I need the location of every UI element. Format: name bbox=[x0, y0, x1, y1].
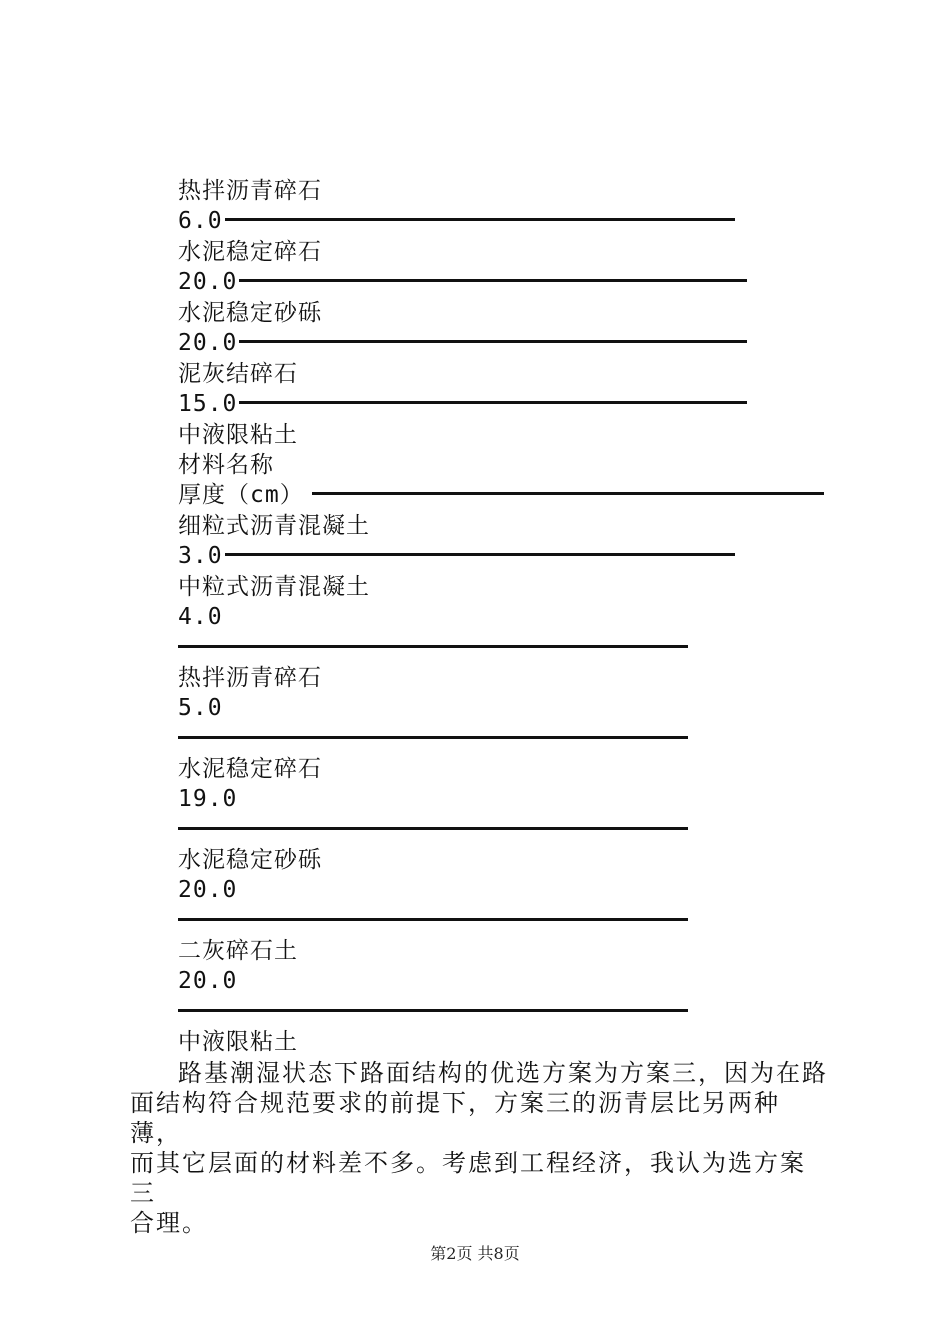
conclusion-paragraph bbox=[130, 1058, 830, 1238]
layer-thickness-row-a2 bbox=[178, 328, 747, 358]
layer-material-b0: 细粒式沥青混凝土 bbox=[178, 513, 370, 539]
conclusion-line-2: 面结构符合规范要求的前提下，方案三的沥青层比另两种薄， bbox=[130, 1089, 780, 1147]
subgrade-a: 中液限粘土 bbox=[178, 422, 298, 448]
layer-material-b4: 水泥稳定砂砾 bbox=[178, 847, 322, 873]
layer-thickness-a3: 15.0 bbox=[178, 391, 238, 417]
layer-thickness-a2: 20.0 bbox=[178, 330, 238, 356]
layer-material-b5: 二灰碎石土 bbox=[178, 938, 298, 964]
page-footer: 第2页 共8页 bbox=[430, 1244, 520, 1263]
conclusion-line-3: 而其它层面的材料差不多。考虑到工程经济，我认为选方案三 bbox=[130, 1149, 806, 1207]
layer-thickness-row-a1 bbox=[178, 267, 747, 297]
layer-material-a1: 水泥稳定碎石 bbox=[178, 239, 322, 265]
layer-divider bbox=[225, 218, 735, 221]
layer-divider bbox=[178, 827, 688, 830]
layer-thickness-b1: 4.0 bbox=[178, 604, 223, 630]
layer-material-b2: 热拌沥青碎石 bbox=[178, 665, 322, 691]
layer-thickness-b5: 20.0 bbox=[178, 968, 238, 994]
layer-divider bbox=[239, 401, 747, 404]
layer-divider bbox=[239, 279, 747, 282]
conclusion-line-1: 路基潮湿状态下路面结构的优选方案为方案三，因为在路 bbox=[178, 1059, 828, 1087]
layer-thickness-b4: 20.0 bbox=[178, 877, 238, 903]
layer-thickness-a0: 6.0 bbox=[178, 208, 223, 234]
layer-thickness-b2: 5.0 bbox=[178, 695, 223, 721]
layer-thickness-b3: 19.0 bbox=[178, 786, 238, 812]
layer-divider bbox=[178, 736, 688, 739]
layer-thickness-row-b0 bbox=[178, 541, 735, 571]
layer-material-a0: 热拌沥青碎石 bbox=[178, 178, 322, 204]
layer-thickness-row-a3 bbox=[178, 389, 747, 419]
layer-material-b3: 水泥稳定碎石 bbox=[178, 756, 322, 782]
layer-divider bbox=[178, 918, 688, 921]
layer-thickness-row-a0 bbox=[178, 206, 735, 236]
layer-divider bbox=[239, 340, 747, 343]
layer-material-a3: 泥灰结碎石 bbox=[178, 361, 298, 387]
layer-material-a2: 水泥稳定砂砾 bbox=[178, 300, 322, 326]
header-thickness-row bbox=[178, 480, 824, 510]
layer-divider bbox=[178, 1009, 688, 1012]
header-material-label: 材料名称 bbox=[178, 452, 274, 478]
conclusion-line-4: 合理。 bbox=[130, 1209, 208, 1237]
layer-material-b1: 中粒式沥青混凝土 bbox=[178, 574, 370, 600]
header-thickness-label: 厚度（cm） bbox=[178, 482, 304, 508]
header-divider bbox=[312, 492, 824, 495]
layer-thickness-b0: 3.0 bbox=[178, 543, 223, 569]
layer-thickness-a1: 20.0 bbox=[178, 269, 238, 295]
subgrade-b: 中液限粘土 bbox=[178, 1029, 298, 1055]
layer-divider bbox=[178, 645, 688, 648]
layer-divider bbox=[225, 553, 735, 556]
